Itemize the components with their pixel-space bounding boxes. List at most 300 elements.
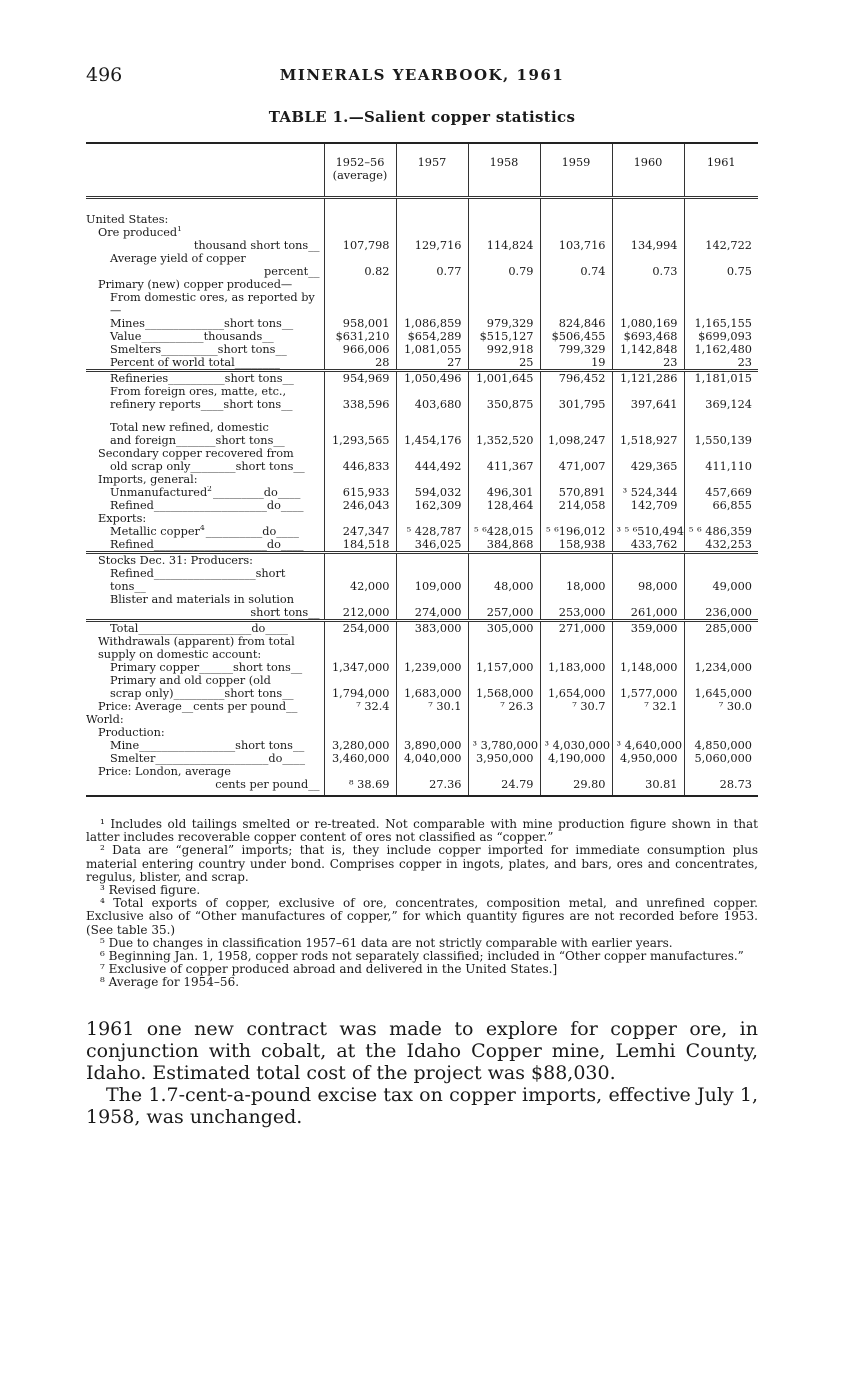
value-cell: [684, 198, 758, 227]
value-cell: [684, 765, 758, 778]
value-cell: 594,032: [396, 486, 468, 499]
value-cell: [540, 198, 612, 227]
table-row: [86, 385, 758, 398]
value-cell: 1,142,848: [612, 343, 684, 356]
value-cell: ⁷ 30.1: [396, 700, 468, 713]
row-label-text: Exports:: [98, 512, 147, 525]
value-cell: [468, 713, 540, 726]
value-cell: [684, 278, 758, 291]
value-cell: 796,452: [540, 371, 612, 386]
table-row: [86, 398, 758, 411]
value-cell: 1,050,496: [396, 371, 468, 386]
value-cell: [468, 252, 540, 265]
footnote: ⁵ Due to changes in classification 1957–61 data are not strictly comparable with earlier years.: [100, 935, 673, 950]
value-cell: ³ ⁵ ⁶510,494: [612, 525, 684, 538]
value-cell: 246,043: [324, 499, 396, 512]
value-cell: [612, 447, 684, 460]
value-cell: [612, 198, 684, 227]
row-label: [86, 317, 324, 330]
table-row: [86, 343, 758, 356]
value-cell: 432,253: [684, 538, 758, 553]
page-header: [86, 64, 758, 88]
value-cell: 433,762: [612, 538, 684, 553]
row-label-text: Production:: [98, 726, 165, 739]
value-cell: [324, 765, 396, 778]
value-cell: [396, 765, 468, 778]
row-label-text: From domestic ores, as reported by—: [110, 291, 315, 317]
value-cell: [540, 713, 612, 726]
table-row: [86, 371, 758, 386]
table-row: [86, 265, 758, 278]
row-label-text: scrap only)_________short tons__: [110, 687, 294, 700]
value-cell: 383,000: [396, 621, 468, 636]
value-cell: 236,000: [684, 606, 758, 621]
value-cell: [684, 421, 758, 434]
row-label: [86, 343, 324, 356]
value-cell: 285,000: [684, 621, 758, 636]
header-label-cell: [86, 143, 324, 198]
value-cell: 954,969: [324, 371, 396, 386]
value-cell: [396, 593, 468, 606]
table-row: [86, 198, 758, 227]
value-cell: 3,460,000: [324, 752, 396, 765]
value-cell: 615,933: [324, 486, 396, 499]
value-cell: 27.36: [396, 778, 468, 796]
row-label: [86, 291, 324, 317]
row-label: [86, 265, 324, 278]
value-cell: 128,464: [468, 499, 540, 512]
value-cell: [324, 512, 396, 525]
value-cell: 28: [324, 356, 396, 371]
value-cell: [540, 593, 612, 606]
table-title: TABLE 1.—Salient copper statistics: [268, 108, 576, 126]
table-row: [86, 434, 758, 447]
value-cell: 305,000: [468, 621, 540, 636]
footnote-marker: 1: [177, 226, 182, 234]
value-cell: [468, 674, 540, 687]
footnote: ⁷ Exclusive of copper produced abroad and delivered in the United States.]: [100, 962, 558, 977]
value-cell: ³ 524,344: [612, 486, 684, 499]
table-row: [86, 473, 758, 486]
value-cell: 129,716: [396, 239, 468, 252]
value-cell: [468, 726, 540, 739]
value-cell: 48,000: [468, 567, 540, 593]
value-cell: 30.81: [612, 778, 684, 796]
table-row: [86, 486, 758, 499]
row-label-text: Primary copper______short tons__: [110, 661, 303, 674]
value-cell: [540, 226, 612, 239]
value-cell: 411,367: [468, 460, 540, 473]
value-cell: 0.77: [396, 265, 468, 278]
table-row: [86, 525, 758, 538]
value-cell: [396, 278, 468, 291]
table-row: [86, 226, 758, 239]
row-label-text: Unmanufactured: [110, 486, 208, 499]
row-label: [86, 371, 324, 386]
value-cell: 301,795: [540, 398, 612, 411]
value-cell: [468, 278, 540, 291]
value-cell: 257,000: [468, 606, 540, 621]
value-cell: [324, 252, 396, 265]
value-cell: 1,518,927: [612, 434, 684, 447]
row-label: [86, 606, 324, 621]
value-cell: 66,855: [684, 499, 758, 512]
value-cell: [684, 291, 758, 317]
value-cell: 214,058: [540, 499, 612, 512]
value-cell: ³ 4,640,000: [612, 739, 684, 752]
table-row: [86, 447, 758, 460]
row-label: [86, 512, 324, 525]
row-label-text: Price: London, average: [98, 765, 231, 778]
row-label: [86, 447, 324, 460]
column-header: 1957: [396, 143, 468, 198]
value-cell: 1,454,176: [396, 434, 468, 447]
value-cell: 271,000: [540, 621, 612, 636]
value-cell: 142,722: [684, 239, 758, 252]
value-cell: [468, 765, 540, 778]
value-cell: 212,000: [324, 606, 396, 621]
value-cell: 1,081,055: [396, 343, 468, 356]
value-cell: ⁷ 32.1: [612, 700, 684, 713]
value-cell: [396, 674, 468, 687]
value-cell: [396, 252, 468, 265]
value-cell: [612, 278, 684, 291]
value-cell: 1,352,520: [468, 434, 540, 447]
value-cell: [396, 447, 468, 460]
row-label: [86, 593, 324, 606]
value-cell: 4,850,000: [684, 739, 758, 752]
value-cell: $515,127: [468, 330, 540, 343]
value-cell: [684, 553, 758, 568]
value-cell: 3,890,000: [396, 739, 468, 752]
value-cell: [324, 473, 396, 486]
value-cell: 958,001: [324, 317, 396, 330]
value-cell: [396, 226, 468, 239]
value-cell: 103,716: [540, 239, 612, 252]
value-cell: 1,683,000: [396, 687, 468, 700]
value-cell: [468, 473, 540, 486]
value-cell: [612, 553, 684, 568]
row-label-text: Withdrawals (apparent) from total supply on domestic account:: [98, 635, 295, 661]
column-header: 1958: [468, 143, 540, 198]
value-cell: [684, 635, 758, 661]
table-row: [86, 661, 758, 674]
value-cell: [684, 447, 758, 460]
row-label: [86, 538, 324, 553]
value-cell: [540, 385, 612, 398]
value-cell: [324, 713, 396, 726]
row-label: [86, 661, 324, 674]
row-spacer: [86, 411, 758, 421]
value-cell: 397,641: [612, 398, 684, 411]
table-row: [86, 330, 758, 343]
row-label: [86, 778, 324, 796]
row-label-text: short tons__: [250, 606, 320, 619]
value-cell: [612, 226, 684, 239]
value-cell: 1,293,565: [324, 434, 396, 447]
value-cell: [540, 278, 612, 291]
value-cell: 359,000: [612, 621, 684, 636]
value-cell: 496,301: [468, 486, 540, 499]
value-cell: [612, 252, 684, 265]
value-cell: [684, 593, 758, 606]
value-cell: [468, 198, 540, 227]
table-row: [86, 713, 758, 726]
row-label-text: Smelter____________________do____: [110, 752, 305, 765]
value-cell: 1,234,000: [684, 661, 758, 674]
value-cell: [612, 713, 684, 726]
footnote: ⁶ Beginning Jan. 1, 1958, copper rods not separately classified; included in “Other copper manufactures.”: [100, 949, 744, 964]
value-cell: [468, 385, 540, 398]
row-label: [86, 398, 324, 411]
row-label: [86, 330, 324, 343]
row-label-leader: _________do____: [212, 486, 301, 499]
value-cell: 142,709: [612, 499, 684, 512]
value-cell: 1,086,859: [396, 317, 468, 330]
value-cell: 346,025: [396, 538, 468, 553]
value-cell: 1,550,139: [684, 434, 758, 447]
row-label: [86, 700, 324, 713]
value-cell: 0.73: [612, 265, 684, 278]
table-row: [86, 356, 758, 371]
table-header-row: [86, 143, 758, 198]
value-cell: 1,098,247: [540, 434, 612, 447]
value-cell: [540, 726, 612, 739]
value-cell: [612, 473, 684, 486]
row-label-text: Refined__________________short tons__: [110, 567, 286, 593]
row-label-text: World:: [86, 713, 124, 726]
value-cell: [468, 226, 540, 239]
value-cell: 253,000: [540, 606, 612, 621]
footnote: ² Data are “general” imports; that is, they include copper imported for immediate consumption plus material entering country under bond. Comprises copper in ingots, plates, and bars, ores and concentrates, regulus, blister, and scrap.: [86, 843, 758, 884]
value-cell: [612, 726, 684, 739]
value-cell: 4,190,000: [540, 752, 612, 765]
row-label-text: Refined____________________do____: [110, 499, 304, 512]
row-label: [86, 635, 324, 661]
table-row: [86, 765, 758, 778]
value-cell: [540, 674, 612, 687]
value-cell: [468, 593, 540, 606]
row-label: [86, 553, 324, 568]
value-cell: [684, 512, 758, 525]
row-label-text: thousand short tons__: [193, 239, 320, 252]
row-label: [86, 567, 324, 593]
value-cell: 134,994: [612, 239, 684, 252]
value-cell: [396, 713, 468, 726]
row-label: [86, 473, 324, 486]
table-row: [86, 553, 758, 568]
value-cell: 1,645,000: [684, 687, 758, 700]
value-cell: 109,000: [396, 567, 468, 593]
value-cell: ⁷ 26.3: [468, 700, 540, 713]
value-cell: ³ 3,780,000: [468, 739, 540, 752]
row-label-text: Stocks Dec. 31: Producers:: [98, 554, 253, 567]
table-row: [86, 460, 758, 473]
statistics-table: [86, 142, 758, 797]
value-cell: 1,239,000: [396, 661, 468, 674]
value-cell: [324, 226, 396, 239]
value-cell: [396, 291, 468, 317]
value-cell: ³ 4,030,000: [540, 739, 612, 752]
value-cell: [612, 421, 684, 434]
table-row: [86, 538, 758, 553]
row-label-text: Average yield of copper: [110, 252, 246, 265]
table-row: [86, 606, 758, 621]
value-cell: [612, 635, 684, 661]
value-cell: 107,798: [324, 239, 396, 252]
row-label: [86, 434, 324, 447]
page-number: 496: [86, 64, 123, 86]
row-label: [86, 621, 324, 636]
value-cell: 1,794,000: [324, 687, 396, 700]
value-cell: $693,468: [612, 330, 684, 343]
value-cell: [396, 726, 468, 739]
value-cell: [324, 421, 396, 434]
value-cell: 1,148,000: [612, 661, 684, 674]
row-label-text: old scrap only________short tons__: [110, 460, 305, 473]
value-cell: [396, 473, 468, 486]
value-cell: [324, 593, 396, 606]
value-cell: 23: [684, 356, 758, 371]
body-paragraph: 1961 one new contract was made to explore for copper ore, in conjunction with cobalt, at the Idaho Copper mine, Lemhi County, Idaho. Estimated total cost of the project was $88,030.: [86, 1018, 758, 1084]
value-cell: [396, 385, 468, 398]
value-cell: [684, 226, 758, 239]
row-label-text: Blister and materials in solution: [110, 593, 294, 606]
value-cell: ⁵ ⁶ 486,359: [684, 525, 758, 538]
table-row: [86, 252, 758, 265]
row-label: [86, 674, 324, 687]
row-label: [86, 356, 324, 371]
value-cell: [540, 765, 612, 778]
column-header: 1952–56 (average): [324, 143, 396, 198]
value-cell: 1,001,645: [468, 371, 540, 386]
row-label-text: Mines______________short tons__: [110, 317, 294, 330]
row-label: [86, 525, 324, 538]
footnotes: [86, 818, 758, 990]
row-label: [86, 739, 324, 752]
row-label-text: Percent of world total________: [110, 356, 280, 369]
table-row: [86, 739, 758, 752]
value-cell: [396, 421, 468, 434]
value-cell: 24.79: [468, 778, 540, 796]
value-cell: [612, 765, 684, 778]
row-label: [86, 252, 324, 265]
table-row: [86, 593, 758, 606]
value-cell: 42,000: [324, 567, 396, 593]
table-row: [86, 512, 758, 525]
value-cell: 570,891: [540, 486, 612, 499]
value-cell: 1,165,155: [684, 317, 758, 330]
row-label-leader: __________do____: [205, 525, 299, 538]
value-cell: $631,210: [324, 330, 396, 343]
footnote: ³ Revised figure.: [100, 883, 201, 898]
value-cell: 446,833: [324, 460, 396, 473]
value-cell: [324, 553, 396, 568]
row-label-text: Total new refined, domestic: [110, 421, 269, 434]
row-label: [86, 687, 324, 700]
value-cell: 799,329: [540, 343, 612, 356]
table-row: [86, 317, 758, 330]
value-cell: 1,654,000: [540, 687, 612, 700]
value-cell: [612, 291, 684, 317]
value-cell: 338,596: [324, 398, 396, 411]
row-label-text: Refined____________________do____: [110, 538, 304, 551]
table-row: [86, 635, 758, 661]
value-cell: [324, 198, 396, 227]
value-cell: [324, 674, 396, 687]
value-cell: 429,365: [612, 460, 684, 473]
value-cell: 350,875: [468, 398, 540, 411]
value-cell: [612, 385, 684, 398]
row-label: [86, 765, 324, 778]
table-row: [86, 278, 758, 291]
value-cell: [540, 291, 612, 317]
value-cell: ⁵ ⁶428,015: [468, 525, 540, 538]
row-label: [86, 726, 324, 739]
row-label-text: cents per pound__: [215, 778, 320, 791]
value-cell: 3,950,000: [468, 752, 540, 765]
table-row: [86, 687, 758, 700]
table-row: [86, 291, 758, 317]
table-row: [86, 567, 758, 593]
row-label-text: Refineries__________short tons__: [110, 372, 294, 385]
value-cell: 992,918: [468, 343, 540, 356]
table-row: [86, 674, 758, 687]
value-cell: [396, 198, 468, 227]
value-cell: 162,309: [396, 499, 468, 512]
value-cell: 471,007: [540, 460, 612, 473]
table-row: [86, 778, 758, 796]
column-header: 1961: [684, 143, 758, 198]
value-cell: 184,518: [324, 538, 396, 553]
row-label: [86, 278, 324, 291]
value-cell: 403,680: [396, 398, 468, 411]
value-cell: [540, 512, 612, 525]
value-cell: 247,347: [324, 525, 396, 538]
row-label-text: Mine_________________short tons__: [110, 739, 305, 752]
value-cell: [324, 385, 396, 398]
footnote: ⁸ Average for 1954–56.: [100, 975, 240, 990]
value-cell: ⁸ 38.69: [324, 778, 396, 796]
value-cell: 5,060,000: [684, 752, 758, 765]
value-cell: [684, 674, 758, 687]
value-cell: [684, 473, 758, 486]
value-cell: 1,157,000: [468, 661, 540, 674]
value-cell: 1,183,000: [540, 661, 612, 674]
value-cell: [324, 447, 396, 460]
footnote-marker: 4: [199, 525, 205, 533]
table-row: [86, 621, 758, 636]
value-cell: [540, 447, 612, 460]
value-cell: 1,162,480: [684, 343, 758, 356]
value-cell: [684, 385, 758, 398]
value-cell: [684, 713, 758, 726]
value-cell: ⁷ 30.7: [540, 700, 612, 713]
table-body: [86, 198, 758, 797]
value-cell: 444,492: [396, 460, 468, 473]
row-label-text: Total____________________do____: [110, 622, 288, 635]
table-row: [86, 421, 758, 434]
footnote-marker: 2: [207, 486, 212, 494]
table-row: [86, 726, 758, 739]
column-header: 1960: [612, 143, 684, 198]
value-cell: [612, 512, 684, 525]
value-cell: [468, 421, 540, 434]
row-label: [86, 226, 324, 239]
running-title: MINERALS YEARBOOK, 1961: [279, 66, 565, 84]
row-label-text: Value___________thousands__: [110, 330, 274, 343]
value-cell: [324, 635, 396, 661]
